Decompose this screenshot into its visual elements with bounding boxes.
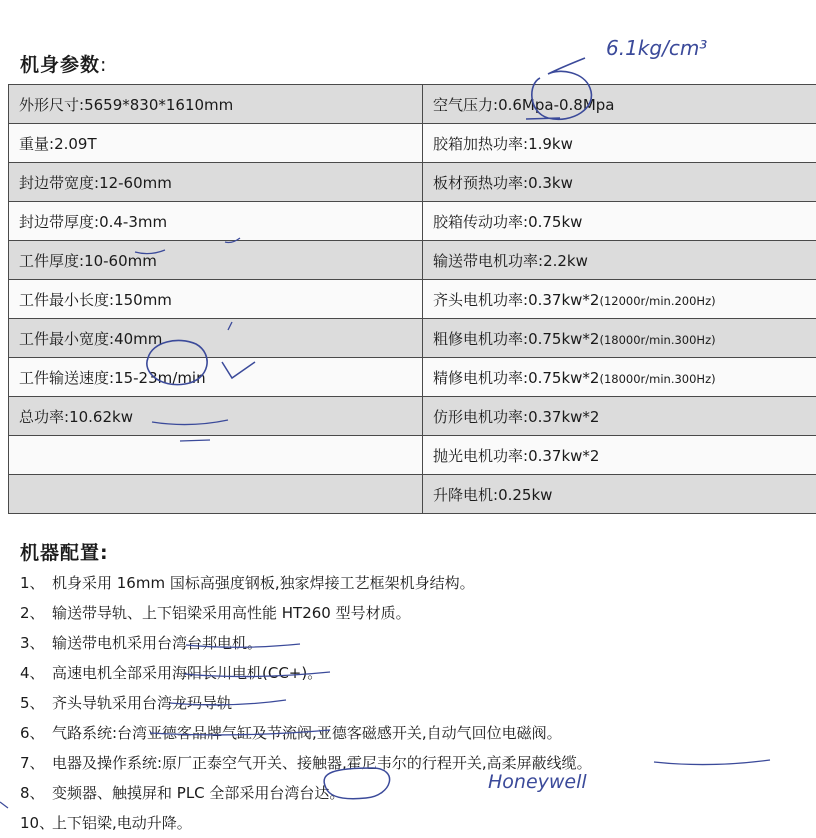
param-row — [9, 124, 816, 163]
param-cell-left — [9, 85, 423, 124]
param-row — [9, 241, 816, 280]
param-cell-left — [9, 124, 423, 163]
param-value: 1.9kw — [528, 135, 573, 153]
param-label: 封边带宽度: — [19, 174, 99, 192]
config-item-text: 高速电机全部采用海阳长川电机(CC+)。 — [52, 664, 322, 682]
machine-params-table — [8, 84, 816, 514]
config-item-text: 机身采用 16mm 国标高强度钢板,独家焊接工艺框架机身结构。 — [52, 574, 475, 592]
config-item — [20, 748, 592, 778]
param-cell-right — [423, 202, 816, 241]
config-item-number: 7、 — [20, 748, 52, 778]
config-item-number: 2、 — [20, 598, 52, 628]
param-label: 空气压力: — [433, 96, 498, 114]
handwritten-density-note: 6.1kg/cm³ — [606, 36, 707, 60]
param-value: 150mm — [114, 291, 172, 309]
param-value: 0.4-3mm — [99, 213, 167, 231]
param-row — [9, 475, 816, 514]
param-label: 板材预热功率: — [433, 174, 528, 192]
param-value: 10-60mm — [84, 252, 157, 270]
param-row — [9, 85, 816, 124]
param-value: 0.37kw*2 — [528, 291, 599, 309]
param-cell-right — [423, 436, 816, 475]
machine-params-heading-text: 机身参数 — [20, 54, 100, 76]
param-value: 2.09T — [54, 135, 97, 153]
param-label: 升降电机: — [433, 486, 498, 504]
param-value: 10.62kw — [69, 408, 133, 426]
handwritten-brand-note: Honeywell — [488, 771, 587, 793]
param-value: 0.75kw*2 — [528, 369, 599, 387]
param-value: 2.2kw — [543, 252, 588, 270]
param-cell-left — [9, 241, 423, 280]
param-cell-right — [423, 85, 816, 124]
param-cell-left — [9, 319, 423, 358]
param-cell-left — [9, 358, 423, 397]
param-label: 输送带电机功率: — [433, 252, 543, 270]
config-item — [20, 598, 592, 628]
param-cell-left — [9, 436, 423, 475]
config-item — [20, 688, 592, 718]
config-item-text: 上下铝梁,电动升降。 — [52, 814, 192, 832]
config-item-text: 输送带导轨、上下铝梁采用高性能 HT260 型号材质。 — [52, 604, 411, 622]
param-value: 0.3kw — [528, 174, 573, 192]
param-label: 工件最小长度: — [19, 291, 114, 309]
config-item — [20, 658, 592, 688]
config-item — [20, 628, 592, 658]
param-cell-right — [423, 280, 816, 319]
param-label: 总功率: — [19, 408, 69, 426]
param-cell-right — [423, 397, 816, 436]
param-note: (18000r/min.300Hz) — [599, 372, 715, 386]
underline-config-7 — [654, 760, 770, 765]
param-label: 封边带厚度: — [19, 213, 99, 231]
param-value: 15-23m/min — [114, 369, 206, 387]
param-label: 精修电机功率: — [433, 369, 528, 387]
config-item-number: 6、 — [20, 718, 52, 748]
param-value: 0.37kw*2 — [528, 408, 599, 426]
param-label: 胶箱加热功率: — [433, 135, 528, 153]
config-item-number: 10、 — [20, 808, 52, 838]
config-item-number: 4、 — [20, 658, 52, 688]
param-note: (12000r/min.200Hz) — [599, 294, 715, 308]
param-row — [9, 436, 816, 475]
heading-colon: : — [100, 54, 107, 76]
param-cell-right — [423, 319, 816, 358]
config-item — [20, 718, 592, 748]
param-cell-left — [9, 163, 423, 202]
config-item — [20, 568, 592, 598]
param-cell-left — [9, 397, 423, 436]
param-label: 工件厚度: — [19, 252, 84, 270]
param-value: 0.6Mpa-0.8Mpa — [498, 96, 614, 114]
param-label: 胶箱传动功率: — [433, 213, 528, 231]
config-item-text: 电器及操作系统:原厂正泰空气开关、接触器,霍尼韦尔的行程开关,高柔屏蔽线缆。 — [52, 754, 592, 772]
machine-config-heading: 机器配置: — [20, 538, 109, 565]
param-value: 0.75kw*2 — [528, 330, 599, 348]
config-item-text: 齐头导轨采用台湾龙玛导轨 — [52, 694, 232, 712]
param-label: 重量: — [19, 135, 54, 153]
config-item-number: 8、 — [20, 778, 52, 808]
config-item-number: 5、 — [20, 688, 52, 718]
param-cell-right — [423, 163, 816, 202]
config-item-number: 1、 — [20, 568, 52, 598]
param-label: 抛光电机功率: — [433, 447, 528, 465]
param-value: 12-60mm — [99, 174, 172, 192]
param-value: 0.37kw*2 — [528, 447, 599, 465]
param-label: 工件输送速度: — [19, 369, 114, 387]
param-cell-right — [423, 124, 816, 163]
margin-mark — [0, 802, 8, 808]
param-cell-right — [423, 358, 816, 397]
param-row — [9, 319, 816, 358]
param-row — [9, 163, 816, 202]
config-item-text: 气路系统:台湾亚德客品牌气缸及节流阀,亚德客磁感开关,自动气回位电磁阀。 — [52, 724, 562, 742]
param-cell-left — [9, 280, 423, 319]
param-value: 0.75kw — [528, 213, 582, 231]
param-row — [9, 202, 816, 241]
param-row — [9, 280, 816, 319]
param-label: 仿形电机功率: — [433, 408, 528, 426]
param-row — [9, 397, 816, 436]
param-label: 齐头电机功率: — [433, 291, 528, 309]
param-cell-right — [423, 241, 816, 280]
param-cell-left — [9, 475, 423, 514]
param-cell-right — [423, 475, 816, 514]
param-label: 粗修电机功率: — [433, 330, 528, 348]
param-value: 0.25kw — [498, 486, 552, 504]
config-item — [20, 778, 592, 808]
param-note: (18000r/min.300Hz) — [599, 333, 715, 347]
config-item-text: 变频器、触摸屏和 PLC 全部采用台湾台达。 — [52, 784, 344, 802]
param-cell-left — [9, 202, 423, 241]
param-label: 外形尺寸: — [19, 96, 84, 114]
config-item-text: 输送带电机采用台湾台邦电机。 — [52, 634, 262, 652]
param-label: 工件最小宽度: — [19, 330, 114, 348]
param-row — [9, 358, 816, 397]
config-item-number: 3、 — [20, 628, 52, 658]
machine-params-heading — [20, 50, 107, 77]
param-value: 5659*830*1610mm — [84, 96, 233, 114]
machine-config-list — [20, 568, 592, 838]
param-value: 40mm — [114, 330, 162, 348]
